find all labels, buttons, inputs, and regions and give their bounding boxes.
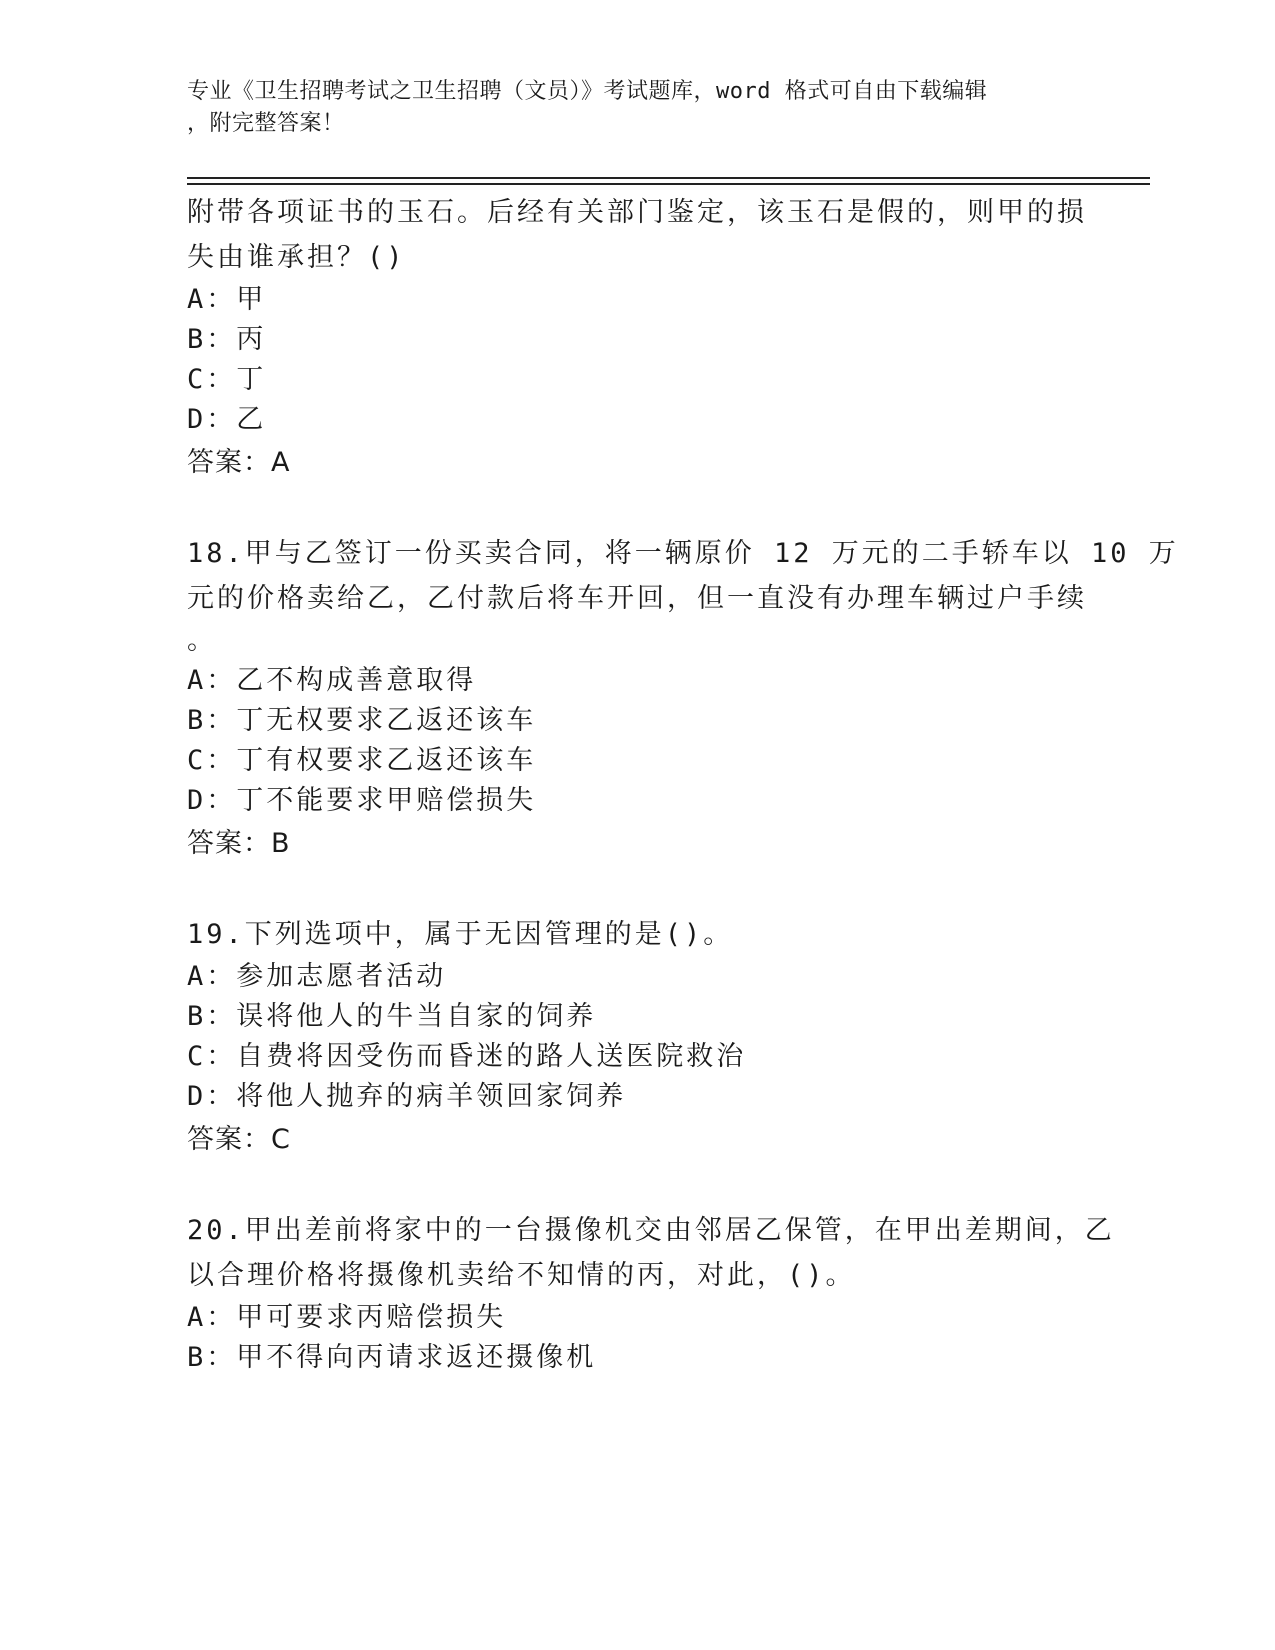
option-b: B：丁无权要求乙返还该车: [187, 705, 537, 736]
option-b: B：甲不得向丙请求返还摄像机: [187, 1342, 597, 1373]
question-stem: 19.下列选项中，属于无因管理的是()。: [187, 919, 734, 950]
question-19: [187, 912, 1087, 1162]
option-c: C：丁: [187, 364, 267, 395]
option-b: B：误将他人的牛当自家的饲养: [187, 1001, 597, 1032]
question-stem: 20.甲出差前将家中的一台摄像机交由邻居乙保管，在甲出差期间，乙: [187, 1215, 1115, 1246]
option-d: D：乙: [187, 404, 267, 435]
header-rule-bottom: [187, 183, 1150, 185]
question-17: [187, 190, 1087, 485]
question-stem: 附带各项证书的玉石。后经有关部门鉴定，该玉石是假的，则甲的损: [187, 197, 1087, 228]
option-c: C：自费将因受伤而昏迷的路人送医院救治: [187, 1041, 747, 1072]
header-line-2: ，附完整答案！: [187, 111, 345, 136]
option-a: A：乙不构成善意取得: [187, 665, 477, 696]
question-stem: 以合理价格将摄像机卖给不知情的丙，对此，()。: [187, 1260, 856, 1291]
question-stem: 失由谁承担？(): [187, 242, 406, 273]
answer: 答案：C: [187, 1124, 291, 1155]
question-18: [187, 531, 1179, 866]
option-a: A：甲: [187, 284, 267, 315]
option-d: D：将他人抛弃的病羊领回家饲养: [187, 1081, 627, 1112]
header-line-1: 专业《卫生招聘考试之卫生招聘（文员）》考试题库，word 格式可自由下载编辑: [187, 79, 988, 104]
option-a: A：甲可要求丙赔偿损失: [187, 1302, 507, 1333]
answer: 答案：A: [187, 447, 291, 478]
question-20: [187, 1208, 1115, 1378]
option-b: B：丙: [187, 324, 267, 355]
document-header: [187, 76, 1087, 140]
header-rule-top: [187, 177, 1150, 179]
option-c: C：丁有权要求乙返还该车: [187, 745, 537, 776]
question-stem: 18.甲与乙签订一份买卖合同，将一辆原价 12 万元的二手轿车以 10 万: [187, 538, 1179, 569]
question-stem: 元的价格卖给乙，乙付款后将车开回，但一直没有办理车辆过户手续: [187, 583, 1087, 614]
option-a: A：参加志愿者活动: [187, 961, 447, 992]
answer: 答案：B: [187, 828, 291, 859]
question-list: [187, 190, 1179, 1378]
question-stem: 。: [187, 625, 217, 656]
option-d: D：丁不能要求甲赔偿损失: [187, 785, 537, 816]
